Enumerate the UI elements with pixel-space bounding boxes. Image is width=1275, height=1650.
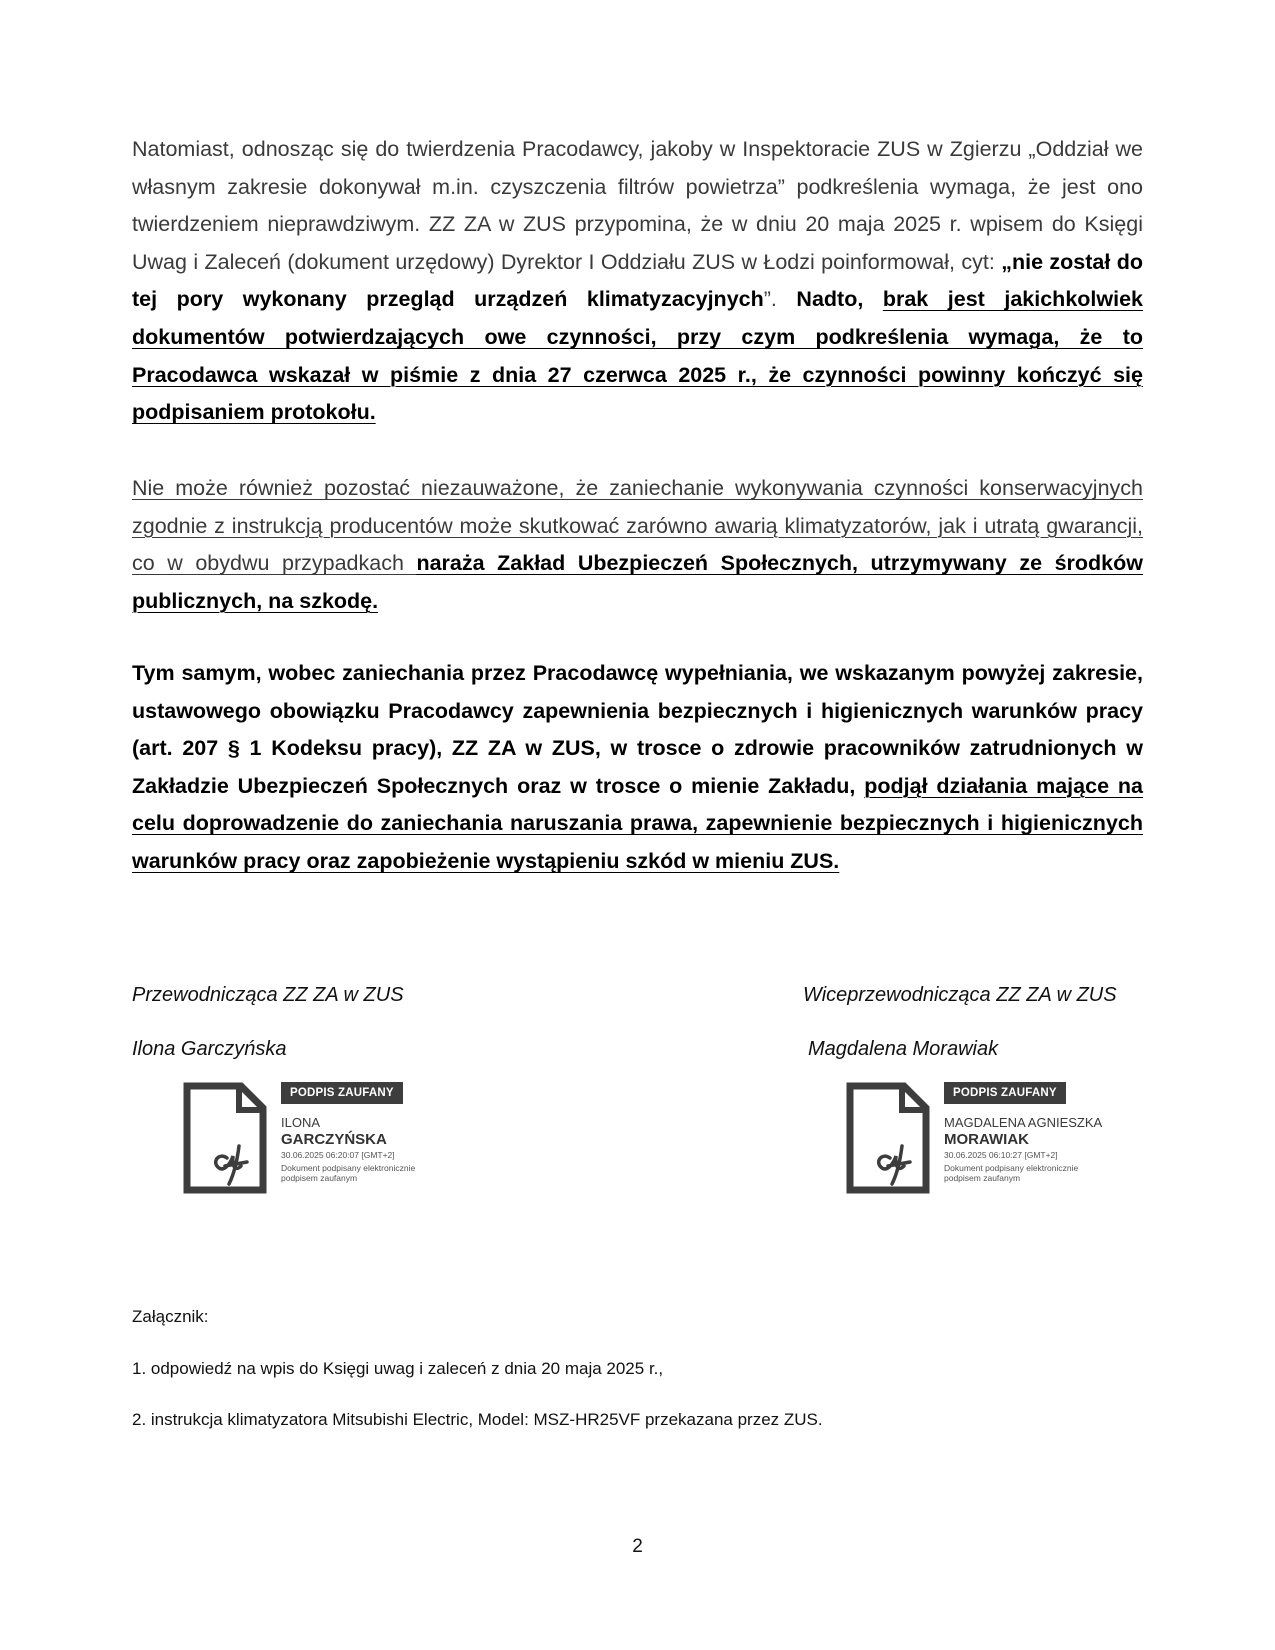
signature-right-first-name: MAGDALENA AGNIESZKA: [944, 1115, 1103, 1130]
signature-right-timestamp: 30.06.2025 06:10:27 [GMT+2]: [944, 1150, 1058, 1160]
attachments-title: Załącznik:: [132, 1307, 209, 1326]
paragraph-2-bold: naraża Zakład Ubezpieczeń Społecznych, utrzymywany ze środków publicznych, na szkodę.: [132, 551, 1143, 613]
paragraph-3: [132, 655, 1143, 881]
signature-right-tag: PODPIS ZAUFANY: [944, 1082, 1066, 1104]
paragraph-1-bold-underlined: brak jest jakichkolwiek dokumentów potwierdzających owe czynności, przy czym podkreślenia wymaga, że to Pracodawca wskazał w piśmie z dnia 27 czerwca 2025 r., że czynności powinny kończyć się podpisaniem protokołu.: [132, 287, 1143, 425]
signed-document-icon: [183, 1082, 267, 1194]
attachment-item: 1. odpowiedź na wpis do Księgi uwag i zaleceń z dnia 20 maja 2025 r.,: [132, 1359, 664, 1378]
signature-left-tag: PODPIS ZAUFANY: [281, 1082, 403, 1104]
page-number: 2: [632, 1536, 643, 1557]
attachment-item: 2. instrukcja klimatyzatora Mitsubishi Electric, Model: MSZ-HR25VF przekazana przez ZUS.: [132, 1410, 823, 1429]
trusted-signature-badge-right: [846, 1082, 1106, 1197]
trusted-signature-badge-left: [183, 1082, 443, 1197]
signature-right-last-name: MORAWIAK: [944, 1131, 1029, 1148]
signature-left-first-name: ILONA: [281, 1115, 321, 1130]
signature-left-role: Przewodnicząca ZZ ZA w ZUS: [132, 984, 404, 1006]
paragraph-1: [132, 131, 1143, 432]
signature-left-note: Dokument podpisany elektronicznie podpisem zaufanym: [281, 1163, 416, 1183]
paragraph-2: [132, 470, 1143, 620]
paragraph-1-quote: „nie został do tej pory wykonany przegląd urządzeń klimatyzacyjnych: [132, 249, 1143, 312]
paragraph-1-bold: Nadto,: [796, 287, 883, 312]
signature-left-last-name: GARCZYŃSKA: [281, 1131, 387, 1148]
paragraph-2-text: Nie może również pozostać niezauważone, że zaniechanie wykonywania czynności konserwacyjnych zgodnie z instrukcją producentów może skutkować zarówno awarią klimatyzatorów, jak i utratą gwarancji, co w obydwu przypadkach: [132, 476, 1143, 576]
signature-right-note: Dokument podpisany elektronicznie podpisem zaufanym: [944, 1163, 1079, 1183]
signature-right-role: Wiceprzewodnicząca ZZ ZA w ZUS: [803, 984, 1117, 1006]
signed-document-icon: [846, 1082, 930, 1194]
paragraph-1-quote-end: ”.: [763, 287, 797, 312]
paragraph-3-bold-underlined: podjął działania mające na celu doprowadzenie do zaniechania naruszania prawa, zapewnienie bezpiecznych i higienicznych warunków pracy oraz zapobieżenie wystąpieniu szkód w mieniu ZUS.: [132, 773, 1143, 873]
paragraph-1-text: Natomiast, odnosząc się do twierdzenia Pracodawcy, jakoby w Inspektoracie ZUS w Zgierzu „Oddział we własnym zakresie dokonywał m.in. czyszczenia filtrów powietrza” podkreślenia wymaga, że jest ono twierdzeniem nieprawdziwym. ZZ ZA w ZUS przypomina, że w dniu 20 maja 2025 r. wpisem do Księgi Uwag i Zaleceń (dokument urzędowy) Dyrektor I Oddziału ZUS w Łodzi poinformował, cyt:: [132, 137, 1143, 274]
paragraph-3-bold: Tym samym, wobec zaniechania przez Pracodawcę wypełniania, we wskazanym powyżej zakresie, ustawowego obowiązku Pracodawcy zapewnienia bezpiecznych i higienicznych warunków pracy (art. 207 § 1 Kodeksu pracy), ZZ ZA w ZUS, w trosce o zdrowie pracowników zatrudnionych w Zakładzie Ubezpieczeń Społecznych oraz w trosce o mienie Zakładu,: [132, 661, 1143, 798]
signature-left-timestamp: 30.06.2025 06:20:07 [GMT+2]: [281, 1150, 395, 1160]
signature-left-name: Ilona Garczyńska: [132, 1038, 287, 1060]
signature-right-name: Magdalena Morawiak: [808, 1038, 999, 1060]
